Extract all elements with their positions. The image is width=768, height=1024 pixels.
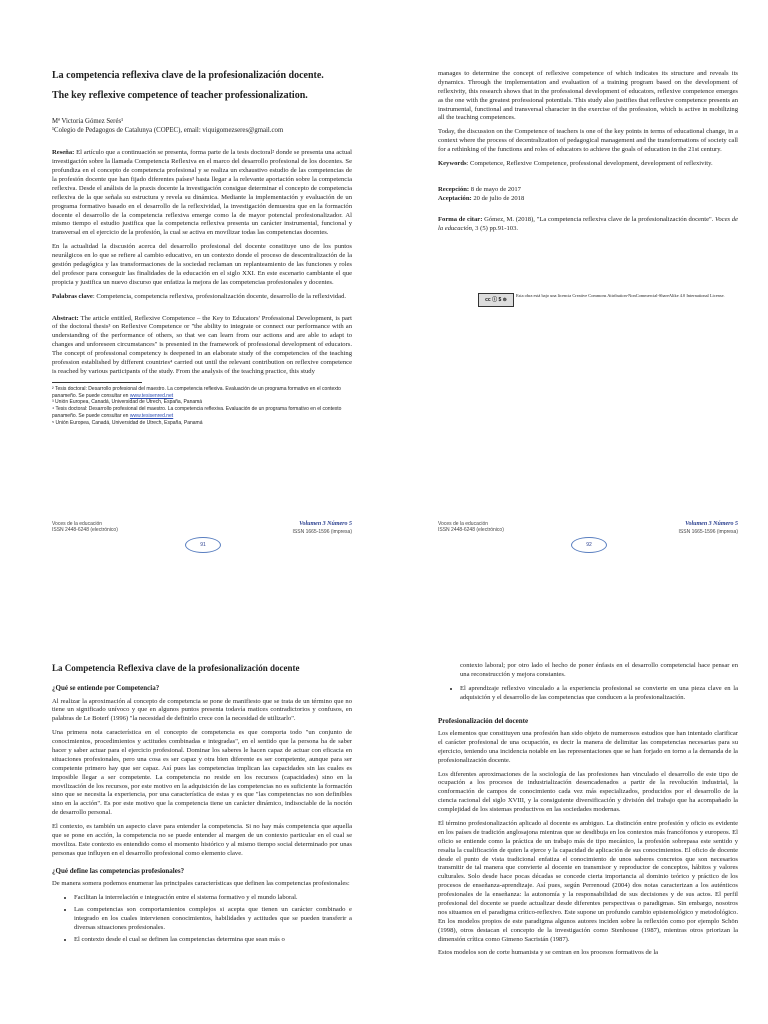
page-94 (438, 662, 738, 963)
reception-date: Recepción: 8 de mayo de 2017 (438, 185, 521, 193)
keywords-en (438, 160, 738, 169)
list-item: • El aprendizaje reflexivo vinculado a la experiencia profesional se convierte en una pieza clave en la adquisición y el desarrollo de las competencias que conducen a la profesionalización. (460, 685, 738, 703)
footnote-2: ² Tesis doctoral: Desarrollo profesional del maestro. La competencia reflexiva. Evaluación de un programa formativo en el contexto panameño. Se puede consultar en www.tesisenred.net (52, 385, 341, 399)
abstract-text: The article entitled, Reflexive Competence – the Key to Educators' Professional Development, is part of the doctoral thesis³ on Reflexive Competence or "the ability to integrate or connect our performance with an understanding of the performance of others, so that we can learn from our actions and are able to adapt to changes and unforeseen circumstances" is presented in the framework of professional development of educators. The concept of professional competency is deepened in an elaborate study of the competencies of the teaching profession established by different countries⁴ carried out until the relevant contribution on reflexive competence is reached by various participants of the study. From the analysis of the teaching practice, this study (52, 314, 352, 375)
paragraph: Los diferentes aproximaciones de la sociología de las profesiones han vinculado el desarrollo de este tipo de ocupación a los procesos de industrialización desencadenados a partir de la revolución industrial, la conformación de campos de conocimiento cada vez más especializados, producidos por el desarrollo de la ciencia racional del siglo XVIII, y la consiguiente diversificación y división del trabajo que ha acompañado la complejidad de los sistemas productivos en las sociedades modernas. (438, 770, 738, 814)
footnote-divider (52, 382, 142, 383)
keywords-en-label: Keywords (438, 160, 467, 168)
abstract-paragraph (52, 315, 352, 377)
page-footer (52, 521, 352, 548)
abstract-paragraph-2: Today, the discussion on the Competence of teachers is one of the key points in terms of educational change, in a context where the process of decentralization of pedagogical management and the transformations of society call for a rethinking of the functions and roles of educators to achieve the goals of education in the 21st century. (438, 128, 738, 154)
issn-electronic: ISSN 2448-6248 (electrónico) (438, 527, 504, 533)
issn-print: ISSN 1665-1596 (impresa) (678, 529, 738, 535)
abstract-label: Abstract: (52, 314, 79, 322)
journal-name: Voces de la educación (52, 521, 103, 527)
footnote-3: ³ Unión Europea, Canadá, Universidad de Utrech, España, Panamá (52, 399, 203, 406)
author-name: Mª Victoria Gómez Serés¹ (52, 118, 124, 125)
paragraph: De manera somera podemos enumerar las principales características que definen las competencias profesionales: (52, 880, 350, 888)
abstract-continuation: manages to determine the concept of reflexive competence of which indicates its structure and reveals its dynamics. Through the implementation and evaluation of a training program based on the development of reflexivity, this research shows that in the professional development of educators, reflexive competence emerges as the one with the greatest professional potentials. This study also justifies that reflexive competence presents an instrumental, functional and transversal character in the exercise of the profession, which is active in mobilizing all the teaching competences. (438, 70, 738, 122)
heading-competencia: ¿Qué se entiende por Competencia? (52, 684, 160, 693)
volume-label: Volumen 3 Número 5 (299, 521, 352, 527)
bullet-list (52, 894, 352, 944)
footnote-link[interactable]: www.tesisenred.net (129, 392, 174, 399)
volume-label: Volumen 3 Número 5 (685, 521, 738, 527)
paragraph: El término profesionalización aplicado al docente es ambiguo. La distinción entre profesión y oficio es evidente en los países de tradición anglosajona mientras que se desdibuja en los contextos más francófonos y europeos. El oficio se entiende como la práctica de un trabajo más de tipo mecánico, la profesión sobrepasa este sentido y resalta la cualificación de quien la ejerce y la capacidad de aplicación de sus conocimientos. El oficio de docente desde el punto de vista tradicional enfatiza el conocimiento de unos saberes concretos que son necesarios transmitir de tal manera que convierte al docente en transmisor y reproductor de conceptos, hábitos y valores culturales. Solo desde hace pocas décadas se concede cierta importancia al dominio teórico y práctico de los procesos de enseñanza-aprendizaje. Así pues, según Perrenoud (2004) dos notas caracterizan a los auténticos profesionales de la enseñanza: la autonomía y la responsabilidad de sus decisiones y de sus actos. El perfil profesional del docente se puede actualizar desde diferentes perspectivas o paradigmas. Sin embargo, nosotros nos situamos en el paradigma crítico-reflexivo. Este supone un profundo cambio epistemológico y metodológico. En los modelos propios de este paradigma algunos autores inciden sobre la reflexión como por ejemplo Schön (1998), otros destacan el concepto de la investigación como Stenhouse (1987), mientras otros priorizan la dimensión crítica como Gimeno Sacristán (1987). (438, 820, 738, 943)
article-title-es: La competencia reflexiva clave de la profesionalización docente. (52, 70, 324, 81)
paragraph: El contexto, es también un aspecto clave para entender la competencia. Si no hay más competencia que aquella que se pone en acción, la competencia no se puede entender al margen de un contexto particular en el cual se moviliza. Este contexto es entendido como el momento histórico y al mismo tiempo social determinado por unas personas que influyen en el desarrollo profesional como elemento clave. (52, 823, 352, 857)
license-block (478, 293, 738, 307)
footnote-4: ⁴ Tesis doctoral: Desarrollo profesional del maestro. La competencia reflexiva. Evaluación de un programa formativo en el contexto panameño. Se puede consultar en www.tesisenred.net (52, 406, 342, 419)
list-item: • Las competencias son comportamientos complejos si acepta que tienen un carácter combinado e integrado en los cuales intervienen conocimientos, habilidades y actitudes que se pueden transferir a diversas situaciones profesionales. (74, 906, 352, 933)
page-number: 91 (185, 537, 221, 553)
heading-profesionalizacion: Profesionalización del docente (438, 716, 529, 725)
resena-paragraph (52, 149, 352, 238)
author-affiliation: ¹Colegio de Pedagogos de Catalunya (COPEC), email: viquigomezseres@gmail.com (52, 127, 284, 135)
bullet-list (438, 685, 738, 703)
heading-define: ¿Qué define las competencias profesionales? (52, 866, 185, 875)
footnote-link[interactable]: www.tesisenred.net (129, 412, 174, 419)
license-text: Esta obra está bajo una licencia Creative Commons Attribution-NonCommercial-ShareAlike 4.0 International License. (516, 293, 725, 299)
page-footer (438, 521, 738, 548)
creative-commons-icon[interactable]: cc ⓘ $ ⊚ (478, 293, 514, 307)
keywords-es-label: Palabras clave (52, 292, 93, 300)
issn-print: ISSN 1665-1596 (impresa) (292, 529, 352, 535)
section-header: La Competencia Reflexiva clave de la profesionalización docente (52, 663, 300, 673)
paragraph: Al realizar la aproximación al concepto de competencia se pone de manifiesto que se trata de un término que no tiene un significado unívoco y que en algunos puntos presenta todavía matices contradictorios y confusos, en palabras de Le Boterf (1996) "la necesidad de definirlo crece con la necesidad de utilizarlo". (52, 697, 352, 723)
page-93 (52, 662, 352, 950)
page-number: 92 (571, 537, 607, 553)
journal-name: Voces de la educación (438, 521, 489, 527)
page-92 (438, 70, 738, 307)
paragraph: Una primera nota característica en el concepto de competencia es que comporta todo "un conjunto de conocimientos, procedimientos y actitudes combinadas e integradas", en el sentido que la persona ha de saber hacer y saber actuar para el ejercicio profesional. Dominar los saberes le hacen capaz de actuar con eficacia en situaciones profesionales, pero una cosa es ser capaz y otra bien diferente es ser competente, aunque para ser competente primero hay que ser capaz. Así pues las competencias implican las capacidades sin las cuales es imposible llegar a ser competente. La competencia no reside en los recursos (capacidades) sino en la movilización de los recursos, por este motivo en la adquisición de las competencias no es suficiente la formación sino que se necesita la experiencia, por una característica de estas y es que "las competencias no son definibles sino en la acción". Es por este motivo que la competencia tiene un carácter dinámico, indisociable de la noción de desarrollo personal. (52, 729, 352, 817)
resena-text: El artículo que a continuación se presenta, forma parte de la tesis doctoral² donde se presenta una actual investigación sobre la llamada Competencia Reflexiva en el marco del desarrollo profesional de los docentes. Se profundiza en el concepto de competencia profesional y se realiza un exhaustivo estudio de las competencias de la profesión docente que han fijado diferentes países³ hasta llegar a la relevante aportación sobre la competencia reflexiva. Desde el análisis de la praxis docente la investigación consigue determinar el concepto de competencia reflexiva de la que señala su estructura y revela su dinámica. Mediante la implementación y evaluación de un programa formativo basado en el desarrollo de la reflexividad, la investigación demuestra que en la formación docente el desarrollo de la competencia reflexiva emerge como la de mayor potencial profesionalizador. Al mismo tiempo el estudio justifica que la competencia reflexiva presenta un carácter instrumental, funcional y transversal en el ejercicio de la profesión, la cual se activa en movilizar todas las competencias docentes. (52, 149, 352, 237)
footnote-5: ⁵ Unión Europea, Canadá, Universidad de Utrech, España, Panamá (52, 419, 203, 426)
paragraph: contexto laboral; por otro lado el hecho de poner énfasis en el desarrollo competencial hace pensar en una reconstrucción y mejora constantes. (460, 662, 738, 678)
list-item: • El contexto desde el cual se definen las competencias determina que sean más o (74, 936, 352, 945)
keywords-en-text: : Competence, Reflexive Competence, professional development, development of reflexivity. (466, 160, 713, 168)
page-91 (52, 68, 352, 426)
intro-paragraph: En la actualidad la discusión acerca del desarrollo profesional del docente constituye uno de los puntos neurálgicos en lo que se refiere al cambio educativo, en un contexto donde el proceso de descentralización de la gestión pedagógica y las transformaciones de la sociedad reclaman un replanteamiento de las funciones y roles del profesor para conseguir las finalidades de la educación en el siglo XXI. En este escenario cambiante el que propicia y justifica un nuevo discurso que enfatiza la mejora de las competencias profesionales y docentes. (52, 243, 352, 286)
paragraph: Estos modelos son de corte humanista y se centran en los procesos formativos de la (438, 949, 659, 957)
issn-electronic: ISSN 2448-6248 (electrónico) (52, 527, 118, 533)
acceptance-date: Aceptación: 20 de julio de 2018 (438, 194, 525, 202)
article-title-en: The key reflexive competence of teacher professionalization. (52, 90, 308, 101)
keywords-es-text: : Competencia, competencia reflexiva, profesionalización docente, desarrollo de la reflexividad. (92, 292, 347, 300)
keywords-es (52, 293, 352, 302)
resena-label: Reseña: (52, 149, 75, 157)
citation: Forma de citar: Gómez, M. (2018), "La competencia reflexiva clave de la profesionalización docente". Voces de la educación, 3 (5) pp.91-103. (438, 215, 738, 232)
list-item: • Facilitan la interrelación e integración entre el sistema formativo y el mundo laboral. (74, 894, 352, 903)
paragraph: Los elementos que constituyen una profesión han sido objeto de numerosos estudios que han intentado clarificar el carácter profesional de una ocupación, es decir la manera de delimitar las competencias necesarias para su ejercicio, teniendo una incidencia notable en las representaciones que se han forjado en torno a la demanda de la profesionalización docente. (438, 730, 738, 764)
